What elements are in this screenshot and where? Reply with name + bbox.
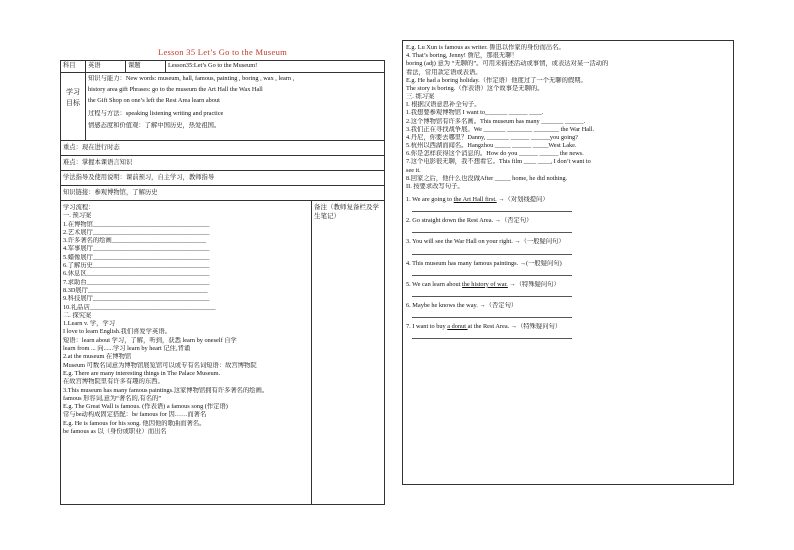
rewrite-after: →（特殊疑问句）	[507, 280, 560, 288]
exercise-line: 4. That’s boring, Jenny! 詹尼，那很无聊！	[406, 52, 518, 60]
process-line: be famous as 以（身份或职业）而出名	[63, 428, 167, 436]
rewrite-item	[406, 323, 730, 339]
process-line: I love to learn English.我们喜爱学英语。	[63, 328, 171, 336]
process-line: E.g. He is famous for his song. 他因他的歌曲而著名。	[63, 419, 206, 427]
goals-line: 知识与能力：New words: museum, hall, famous, painting , boring , wax , learn ,	[88, 75, 295, 82]
rewrite-prompt	[406, 260, 730, 268]
answer-blank[interactable]	[412, 205, 572, 212]
answer-blank[interactable]	[412, 332, 572, 339]
process-line: 6.休息区_______________________________________	[63, 270, 210, 278]
rewrite-item	[406, 217, 730, 233]
goals-label: 学习目标	[66, 88, 80, 108]
exercise-line: 看法，常用款定语或表语。	[406, 68, 482, 76]
exercise-line: 三. 练习案	[406, 93, 435, 101]
subject-label: 科目	[63, 62, 76, 69]
exercise-line: I. 根据汉语意思补全句子。	[406, 101, 481, 109]
process-line: 2.at the museum 在博物馆	[63, 353, 132, 361]
rewrite-after: at the Rest Area. →（特殊疑问句）	[467, 323, 562, 331]
rewrite-before: 4. This museum has many famous paintings. →(一般疑问句)	[406, 259, 562, 267]
difficulty-row	[61, 156, 384, 171]
process-line: 3.This museum has many famous paintings.这家博物馆拥有许多著名的绘画。	[63, 386, 269, 394]
goals-line: 情感态度和价值观：了解中国历史，热爱祖国。	[88, 122, 221, 130]
process-line: 1.Learn v. 学，学习	[63, 320, 116, 328]
rewrite-prompt	[406, 302, 730, 310]
answer-blank[interactable]	[412, 226, 572, 233]
topic-value: Lesson35:Let’s Go to the Museum!	[165, 61, 384, 72]
rewrite-prompt	[406, 323, 730, 331]
process-line: 9.科技展厅_____________________________________	[63, 295, 210, 303]
rewrite-before: 7. I want to buy	[406, 323, 448, 331]
goals-line: history area gift Phrases: go to the museum the Art Hall the Wax Hall	[88, 85, 263, 93]
rewrite-item	[406, 302, 730, 318]
process-row	[61, 201, 384, 504]
exercise-line: 1.我想要参观博物馆 I want to_______ ______ ____.	[406, 109, 544, 117]
page-title: Lesson 35 Let’s Go to the Museum	[157, 47, 288, 57]
methods: 学法指导及使用说明：课前预习，自主学习，教师指导	[63, 174, 215, 181]
exercise-line: 5.杭州以西湖而闻名。Hangzhou _____ ______ _____West Lake.	[406, 142, 577, 150]
rewrite-prompt	[406, 281, 730, 289]
exercise-line: boring (adj) 意为 “无聊的”。可用来描述活动或事情，或表达对某一活动的	[406, 60, 609, 68]
rewrite-prompt	[406, 217, 730, 225]
rewrite-underlined: the history of war.	[462, 280, 508, 288]
rewrite-before: 6. Maybe he knows the way. →（否定句）	[406, 301, 518, 309]
exercise-line: E.g. He had a boring holiday.（作定语）他度过了一个无聊的假期。	[406, 76, 587, 84]
difficulty: 难点：掌握本课语言知识	[63, 159, 133, 166]
process-line: 1.在博物馆_____________________________________	[63, 220, 210, 228]
rewrite-prompt	[406, 238, 730, 246]
process-line: 2.艺术展厅_____________________________________	[63, 228, 210, 236]
process-line: Museum 可数名词意为博物馆展览馆可以或专有名词短语：故宫博物院	[63, 361, 257, 369]
process-line: E.g. There are many interesting things in The Palace Museum.	[63, 369, 221, 377]
knowledge-link: 知识链接：参观博物馆，了解历史	[63, 189, 158, 196]
process-line: 短语：learn about 学习，了解，听到，获悉 learn by oneself 自学	[63, 336, 237, 344]
process-line: 10.礼品店________________________________________	[63, 303, 216, 311]
methods-row	[61, 171, 384, 186]
process-line: 7.求助台_______________________________________	[63, 278, 210, 286]
exercise-line: II. 按要求改写句子。	[406, 182, 464, 190]
right-lines	[406, 44, 730, 191]
rewrite-list	[406, 196, 730, 339]
process-line: 6.了解历史_____________________________________	[63, 262, 210, 270]
answer-blank[interactable]	[412, 290, 572, 297]
lesson-plan-table	[60, 60, 385, 505]
process-line: 在故宫博物院里有许多有趣的东西。	[63, 378, 164, 386]
exercise-line: see it.	[406, 166, 421, 174]
exercise-panel	[402, 40, 734, 485]
process-line: famous 形容词,意为“著名的,有名的”	[63, 394, 162, 402]
exercise-line: 2.这个博物馆有许多名画。This museum has many _______ ______.	[406, 117, 586, 125]
process-line: 3.许多著名的绘画______________________________	[63, 237, 207, 245]
rewrite-after: →（对划线提问）	[496, 196, 549, 204]
process-lines	[63, 212, 309, 436]
exercise-line: E.g. Lu Xun is famous as writer. 鲁迅以作家的身份而出名。	[406, 44, 565, 51]
exercise-line: 6.你是怎样获得这个消息的。How do you ______ ______ the news.	[406, 150, 584, 158]
key-point-row	[61, 141, 384, 156]
topic-label: 课题	[125, 61, 165, 72]
answer-blank[interactable]	[412, 311, 572, 318]
rewrite-before: 2. Go straight down the Rest Area. →（否定句）	[406, 217, 533, 225]
rewrite-item	[406, 281, 730, 297]
rewrite-prompt	[406, 196, 730, 204]
rewrite-before: 5. We can learn about	[406, 280, 463, 288]
process-line: 8.3D展厅______________________________________	[63, 286, 208, 294]
rewrite-before: 1. We are going to	[406, 196, 454, 204]
answer-blank[interactable]	[412, 248, 572, 255]
goals-content	[85, 73, 384, 140]
process-line: 一. 预习案	[63, 212, 92, 220]
rewrite-before: 3. You will see the War Hall on your right. →（一般疑问句）	[406, 238, 565, 246]
process-line: E.g. The Great Wall is famous. (作表语) a famous song (作定语)	[63, 403, 228, 411]
process-line: 5.蜡像展厅_____________________________________	[63, 253, 210, 261]
goals-line: 过程与方法：speaking listening writing and practice	[88, 109, 224, 117]
rewrite-item	[406, 260, 730, 276]
process-header: 学习流程：	[63, 204, 95, 211]
key-point: 重点：现在进行时态	[63, 144, 120, 151]
exercise-line: The story is boring.（作表语）这个故事是无聊的。	[406, 84, 544, 92]
rewrite-item	[406, 238, 730, 254]
process-line: 4.军事展厅_____________________________________	[63, 245, 210, 253]
exercise-line: 4.丹尼，你要去哪里？Danny, _______ ______ ______you going?	[406, 133, 579, 141]
goals-row	[61, 73, 384, 141]
goals-line: the Gift Shop on one’s left the Rest Area learn about	[88, 96, 220, 104]
exercise-line: 7.这个电影很无聊，我不想看它。This film ____ ____, I don’t want to	[406, 158, 591, 166]
exercise-line: 8.回家之后，他什么也没做After _____ home, he did nothing.	[406, 174, 568, 182]
exercise-line: 3.我们正在寻找战争展。We _______ ________ ________ the War Hall.	[406, 125, 595, 133]
notes-column: 备注（教师复备栏及学生笔记）	[311, 201, 384, 504]
process-line: learn from ... 向......学习 learn by heart 记住,背诵	[63, 345, 191, 353]
answer-blank[interactable]	[412, 269, 572, 276]
rewrite-underlined: a donut	[447, 323, 468, 331]
header-row	[61, 61, 384, 73]
rewrite-item	[406, 196, 730, 212]
process-line: 二. 探究案	[63, 311, 92, 319]
subject-value: 英语	[85, 61, 125, 72]
process-content	[61, 201, 311, 504]
process-line: 常与be动构成固定搭配：be famous for 因……而著名	[63, 411, 207, 419]
rewrite-underlined: the Art Hall first.	[453, 196, 497, 204]
knowledge-row	[61, 186, 384, 201]
